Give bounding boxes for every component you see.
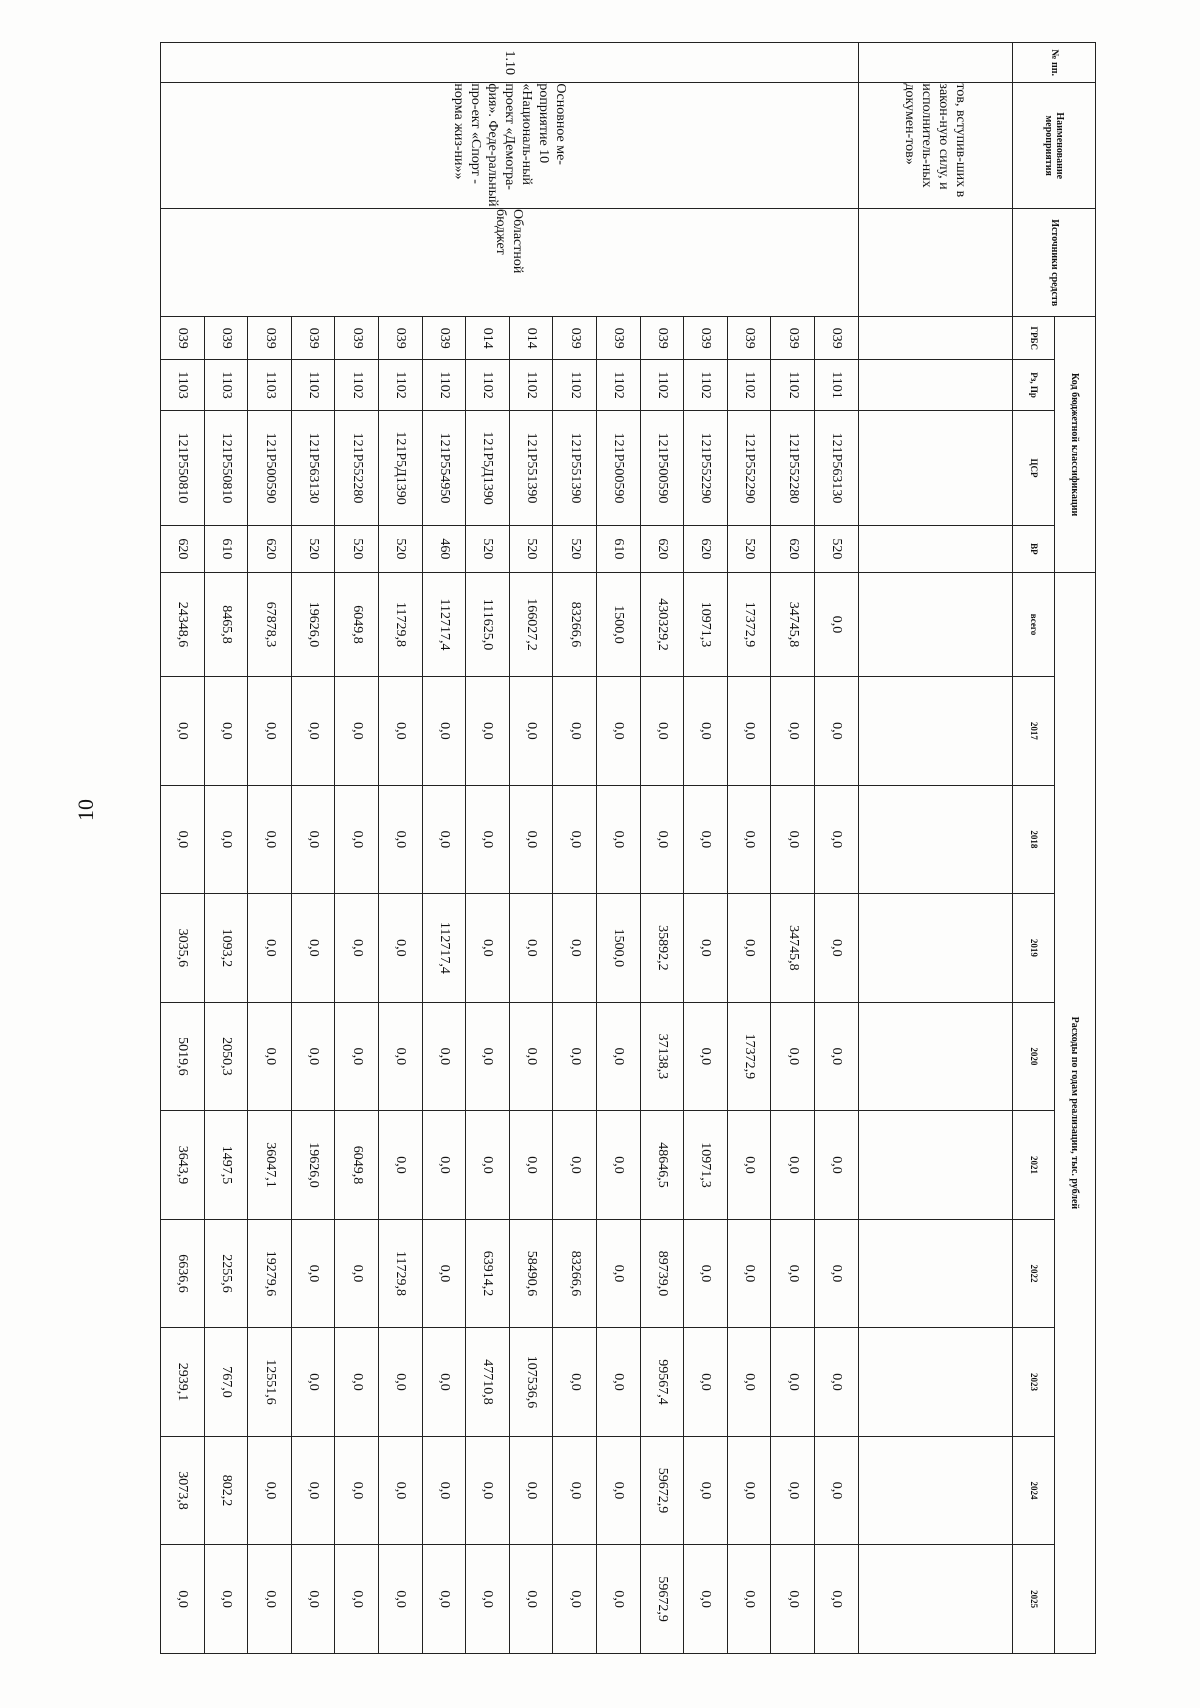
year-2018-cell: 0,0 [248, 785, 292, 894]
year-2024-cell: 3073,8 [161, 1436, 205, 1545]
vr-cell: 460 [422, 526, 466, 573]
header-csr: ЦСР [1013, 411, 1054, 526]
year-2021-cell: 6049,8 [335, 1111, 379, 1220]
year-2017-cell: 0,0 [684, 677, 728, 786]
total-cell: 111625,0 [466, 572, 510, 676]
year-2017-cell: 0,0 [422, 677, 466, 786]
year-2025-cell: 0,0 [509, 1545, 553, 1654]
year-2020-cell: 0,0 [814, 1002, 858, 1111]
rzpr-cell: 1102 [771, 360, 815, 411]
rzpr-cell: 1103 [204, 360, 248, 411]
header-expenses-group: Расходы по годам реализации, тыс. рублей [1054, 572, 1095, 1653]
year-2023-cell: 0,0 [291, 1328, 335, 1437]
vr-cell: 520 [379, 526, 423, 573]
year-2023-cell: 47710,8 [466, 1328, 510, 1437]
rzpr-cell: 1102 [727, 360, 771, 411]
vr-cell: 610 [596, 526, 640, 573]
year-2022-cell: 0,0 [771, 1219, 815, 1328]
total-cell: 34745,8 [771, 572, 815, 676]
header-year: 2024 [1013, 1436, 1054, 1545]
year-2024-cell: 0,0 [684, 1436, 728, 1545]
grbs-cell: 039 [553, 317, 597, 360]
year-2019-cell: 1500,0 [596, 894, 640, 1003]
vr-cell: 620 [161, 526, 205, 573]
year-2024-cell: 0,0 [291, 1436, 335, 1545]
year-2023-cell: 0,0 [596, 1328, 640, 1437]
header-no: № пп. [1013, 43, 1096, 83]
year-2024-cell: 0,0 [814, 1436, 858, 1545]
year-2021-cell: 0,0 [466, 1111, 510, 1220]
year-2021-cell: 0,0 [814, 1111, 858, 1220]
total-cell: 166027,2 [509, 572, 553, 676]
year-2023-cell: 767,0 [204, 1328, 248, 1437]
year-2020-cell: 0,0 [248, 1002, 292, 1111]
csr-cell: 121P5Д1390 [379, 411, 423, 526]
year-2025-cell: 0,0 [248, 1545, 292, 1654]
year-2023-cell: 0,0 [814, 1328, 858, 1437]
year-2020-cell: 5019,6 [161, 1002, 205, 1111]
header-year: 2022 [1013, 1219, 1054, 1328]
year-2023-cell: 0,0 [727, 1328, 771, 1437]
year-2017-cell: 0,0 [771, 677, 815, 786]
rzpr-cell: 1103 [161, 360, 205, 411]
year-2024-cell: 0,0 [466, 1436, 510, 1545]
year-2025-cell: 0,0 [379, 1545, 423, 1654]
header-total: всего [1013, 572, 1054, 676]
year-2018-cell: 0,0 [727, 785, 771, 894]
year-2022-cell: 0,0 [596, 1219, 640, 1328]
total-cell: 83266,6 [553, 572, 597, 676]
year-2021-cell: 19626,0 [291, 1111, 335, 1220]
rzpr-cell: 1102 [291, 360, 335, 411]
budget-table [160, 42, 1096, 1654]
rzpr-cell: 1102 [335, 360, 379, 411]
year-2025-cell: 0,0 [814, 1545, 858, 1654]
year-2018-cell: 0,0 [771, 785, 815, 894]
grbs-cell: 039 [640, 317, 684, 360]
total-cell: 19626,0 [291, 572, 335, 676]
grbs-cell: 039 [727, 317, 771, 360]
year-2019-cell: 0,0 [335, 894, 379, 1003]
rzpr-cell: 1102 [684, 360, 728, 411]
year-2021-cell: 3643,9 [161, 1111, 205, 1220]
year-2022-cell: 0,0 [814, 1219, 858, 1328]
year-2017-cell: 0,0 [204, 677, 248, 786]
year-2025-cell: 0,0 [204, 1545, 248, 1654]
csr-cell: 121P554950 [422, 411, 466, 526]
year-2020-cell: 2050,3 [204, 1002, 248, 1111]
year-2019-cell: 0,0 [727, 894, 771, 1003]
year-2017-cell: 0,0 [640, 677, 684, 786]
year-2017-cell: 0,0 [379, 677, 423, 786]
year-2021-cell: 48646,5 [640, 1111, 684, 1220]
year-2020-cell: 37138,3 [640, 1002, 684, 1111]
year-2023-cell: 12551,6 [248, 1328, 292, 1437]
year-2021-cell: 0,0 [553, 1111, 597, 1220]
year-2019-cell: 0,0 [291, 894, 335, 1003]
year-2021-cell: 36047,1 [248, 1111, 292, 1220]
year-2020-cell: 0,0 [291, 1002, 335, 1111]
item-number: 1.10 [161, 43, 859, 83]
year-2019-cell: 0,0 [684, 894, 728, 1003]
header-year: 2021 [1013, 1111, 1054, 1220]
header-year: 2025 [1013, 1545, 1054, 1654]
year-2019-cell: 0,0 [466, 894, 510, 1003]
total-cell: 112717,4 [422, 572, 466, 676]
year-2017-cell: 0,0 [466, 677, 510, 786]
csr-cell: 121P551390 [509, 411, 553, 526]
grbs-cell: 039 [204, 317, 248, 360]
grbs-cell: 039 [771, 317, 815, 360]
csr-cell: 121P563130 [291, 411, 335, 526]
total-cell: 8465,8 [204, 572, 248, 676]
year-2024-cell: 0,0 [509, 1436, 553, 1545]
grbs-cell: 039 [248, 317, 292, 360]
csr-cell: 121P550810 [204, 411, 248, 526]
year-2018-cell: 0,0 [596, 785, 640, 894]
vr-cell: 520 [509, 526, 553, 573]
year-2021-cell: 0,0 [509, 1111, 553, 1220]
year-2023-cell: 0,0 [684, 1328, 728, 1437]
year-2025-cell: 0,0 [727, 1545, 771, 1654]
year-2019-cell: 0,0 [509, 894, 553, 1003]
item-name: Основное ме-роприятие 10 «Националь-ный проект «Демогра-фия». Феде-ральный про-ект «Спорт - норма жиз-ни»» [161, 83, 859, 209]
total-cell: 10971,3 [684, 572, 728, 676]
year-2025-cell: 0,0 [553, 1545, 597, 1654]
grbs-cell: 039 [291, 317, 335, 360]
year-2025-cell: 0,0 [422, 1545, 466, 1654]
year-2022-cell: 0,0 [291, 1219, 335, 1328]
year-2017-cell: 0,0 [596, 677, 640, 786]
year-2024-cell: 0,0 [553, 1436, 597, 1545]
header-vr: ВР [1013, 526, 1054, 573]
year-2020-cell: 0,0 [379, 1002, 423, 1111]
year-2019-cell: 34745,8 [771, 894, 815, 1003]
vr-cell: 520 [335, 526, 379, 573]
header-grbs: ГРБС [1013, 317, 1054, 360]
vr-cell: 620 [771, 526, 815, 573]
year-2021-cell: 10971,3 [684, 1111, 728, 1220]
year-2025-cell: 0,0 [335, 1545, 379, 1654]
budget-table-container [160, 42, 1096, 1654]
year-2023-cell: 99567,4 [640, 1328, 684, 1437]
year-2017-cell: 0,0 [291, 677, 335, 786]
year-2023-cell: 0,0 [422, 1328, 466, 1437]
rzpr-cell: 1102 [422, 360, 466, 411]
year-2017-cell: 0,0 [335, 677, 379, 786]
year-2019-cell: 112717,4 [422, 894, 466, 1003]
vr-cell: 520 [291, 526, 335, 573]
header-code-group: Код бюджетной классификации [1054, 317, 1095, 572]
year-2018-cell: 0,0 [161, 785, 205, 894]
vr-cell: 520 [466, 526, 510, 573]
year-2021-cell: 0,0 [422, 1111, 466, 1220]
year-2022-cell: 0,0 [335, 1219, 379, 1328]
year-2023-cell: 0,0 [553, 1328, 597, 1437]
csr-cell: 121P552280 [335, 411, 379, 526]
year-2018-cell: 0,0 [422, 785, 466, 894]
vr-cell: 520 [553, 526, 597, 573]
year-2021-cell: 1497,5 [204, 1111, 248, 1220]
year-2022-cell: 19279,6 [248, 1219, 292, 1328]
total-cell: 11729,8 [379, 572, 423, 676]
csr-cell: 121P500590 [640, 411, 684, 526]
csr-cell: 121P563130 [814, 411, 858, 526]
vr-cell: 520 [814, 526, 858, 573]
grbs-cell: 039 [422, 317, 466, 360]
year-2022-cell: 0,0 [684, 1219, 728, 1328]
header-year: 2020 [1013, 1002, 1054, 1111]
year-2025-cell: 0,0 [291, 1545, 335, 1654]
total-cell: 6049,8 [335, 572, 379, 676]
year-2022-cell: 63914,2 [466, 1219, 510, 1328]
year-2020-cell: 0,0 [509, 1002, 553, 1111]
year-2024-cell: 0,0 [422, 1436, 466, 1545]
rzpr-cell: 1103 [248, 360, 292, 411]
header-year: 2023 [1013, 1328, 1054, 1437]
header-year: 2018 [1013, 785, 1054, 894]
year-2022-cell: 83266,6 [553, 1219, 597, 1328]
year-2018-cell: 0,0 [466, 785, 510, 894]
year-2018-cell: 0,0 [335, 785, 379, 894]
year-2022-cell: 11729,8 [379, 1219, 423, 1328]
continuation-text: тов, вступив-шиx в закон-ную силу, и исполнитель-ных докумен-тов» [858, 83, 1013, 209]
csr-cell: 121P550810 [161, 411, 205, 526]
year-2020-cell: 17372,9 [727, 1002, 771, 1111]
year-2023-cell: 0,0 [379, 1328, 423, 1437]
year-2019-cell: 0,0 [248, 894, 292, 1003]
year-2024-cell: 59672,9 [640, 1436, 684, 1545]
year-2024-cell: 0,0 [379, 1436, 423, 1545]
header-year: 2017 [1013, 677, 1054, 786]
total-cell: 0,0 [814, 572, 858, 676]
year-2023-cell: 2939,1 [161, 1328, 205, 1437]
year-2024-cell: 0,0 [771, 1436, 815, 1545]
grbs-cell: 039 [814, 317, 858, 360]
vr-cell: 620 [684, 526, 728, 573]
grbs-cell: 039 [684, 317, 728, 360]
grbs-cell: 039 [161, 317, 205, 360]
table-row [814, 43, 858, 1654]
header-source: Источники средств [1013, 208, 1096, 317]
year-2021-cell: 0,0 [771, 1111, 815, 1220]
year-2018-cell: 0,0 [509, 785, 553, 894]
vr-cell: 620 [248, 526, 292, 573]
year-2018-cell: 0,0 [553, 785, 597, 894]
year-2018-cell: 0,0 [204, 785, 248, 894]
grbs-cell: 014 [509, 317, 553, 360]
year-2021-cell: 0,0 [727, 1111, 771, 1220]
vr-cell: 620 [640, 526, 684, 573]
total-cell: 24348,6 [161, 572, 205, 676]
year-2019-cell: 0,0 [553, 894, 597, 1003]
csr-cell: 121P5Д1390 [466, 411, 510, 526]
year-2020-cell: 0,0 [466, 1002, 510, 1111]
header-rzpr: Рз, Пр [1013, 360, 1054, 411]
year-2024-cell: 0,0 [727, 1436, 771, 1545]
year-2018-cell: 0,0 [684, 785, 728, 894]
year-2022-cell: 58490,6 [509, 1219, 553, 1328]
year-2024-cell: 0,0 [335, 1436, 379, 1545]
year-2025-cell: 0,0 [466, 1545, 510, 1654]
year-2018-cell: 0,0 [291, 785, 335, 894]
year-2022-cell: 89739,0 [640, 1219, 684, 1328]
year-2017-cell: 0,0 [509, 677, 553, 786]
year-2019-cell: 0,0 [379, 894, 423, 1003]
year-2018-cell: 0,0 [640, 785, 684, 894]
csr-cell: 121P552280 [771, 411, 815, 526]
csr-cell: 121P500590 [596, 411, 640, 526]
vr-cell: 520 [727, 526, 771, 573]
year-2020-cell: 0,0 [335, 1002, 379, 1111]
rzpr-cell: 1102 [379, 360, 423, 411]
year-2020-cell: 0,0 [771, 1002, 815, 1111]
year-2024-cell: 0,0 [596, 1436, 640, 1545]
total-cell: 67878,3 [248, 572, 292, 676]
total-cell: 430329,2 [640, 572, 684, 676]
year-2023-cell: 0,0 [771, 1328, 815, 1437]
year-2018-cell: 0,0 [814, 785, 858, 894]
rzpr-cell: 1102 [509, 360, 553, 411]
year-2020-cell: 0,0 [422, 1002, 466, 1111]
grbs-cell: 039 [335, 317, 379, 360]
year-2024-cell: 802,2 [204, 1436, 248, 1545]
continuation-row [858, 43, 1013, 1654]
rzpr-cell: 1102 [640, 360, 684, 411]
year-2017-cell: 0,0 [553, 677, 597, 786]
year-2017-cell: 0,0 [814, 677, 858, 786]
year-2022-cell: 6636,6 [161, 1219, 205, 1328]
year-2025-cell: 0,0 [596, 1545, 640, 1654]
year-2020-cell: 0,0 [684, 1002, 728, 1111]
total-cell: 1500,0 [596, 572, 640, 676]
csr-cell: 121P552290 [727, 411, 771, 526]
year-2025-cell: 0,0 [684, 1545, 728, 1654]
year-2017-cell: 0,0 [161, 677, 205, 786]
year-2023-cell: 107536,6 [509, 1328, 553, 1437]
vr-cell: 610 [204, 526, 248, 573]
year-2017-cell: 0,0 [727, 677, 771, 786]
grbs-cell: 014 [466, 317, 510, 360]
year-2022-cell: 2255,6 [204, 1219, 248, 1328]
year-2017-cell: 0,0 [248, 677, 292, 786]
year-2019-cell: 35892,2 [640, 894, 684, 1003]
year-2024-cell: 0,0 [248, 1436, 292, 1545]
header-name: Наименование мероприятия [1013, 83, 1096, 209]
rzpr-cell: 1101 [814, 360, 858, 411]
year-2022-cell: 0,0 [422, 1219, 466, 1328]
csr-cell: 121P500590 [248, 411, 292, 526]
item-source: Областной бюджет [161, 208, 859, 317]
year-2019-cell: 1093,2 [204, 894, 248, 1003]
year-2020-cell: 0,0 [596, 1002, 640, 1111]
csr-cell: 121P552290 [684, 411, 728, 526]
year-2019-cell: 0,0 [814, 894, 858, 1003]
year-2023-cell: 0,0 [335, 1328, 379, 1437]
year-2025-cell: 0,0 [161, 1545, 205, 1654]
page-number: 10 [73, 799, 98, 821]
year-2018-cell: 0,0 [379, 785, 423, 894]
grbs-cell: 039 [596, 317, 640, 360]
year-2025-cell: 59672,9 [640, 1545, 684, 1654]
rzpr-cell: 1102 [596, 360, 640, 411]
rzpr-cell: 1102 [466, 360, 510, 411]
year-2021-cell: 0,0 [379, 1111, 423, 1220]
year-2025-cell: 0,0 [771, 1545, 815, 1654]
year-2020-cell: 0,0 [553, 1002, 597, 1111]
csr-cell: 121P551390 [553, 411, 597, 526]
grbs-cell: 039 [379, 317, 423, 360]
year-2019-cell: 3035,6 [161, 894, 205, 1003]
year-2022-cell: 0,0 [727, 1219, 771, 1328]
header-year: 2019 [1013, 894, 1054, 1003]
total-cell: 17372,9 [727, 572, 771, 676]
year-2021-cell: 0,0 [596, 1111, 640, 1220]
rzpr-cell: 1102 [553, 360, 597, 411]
